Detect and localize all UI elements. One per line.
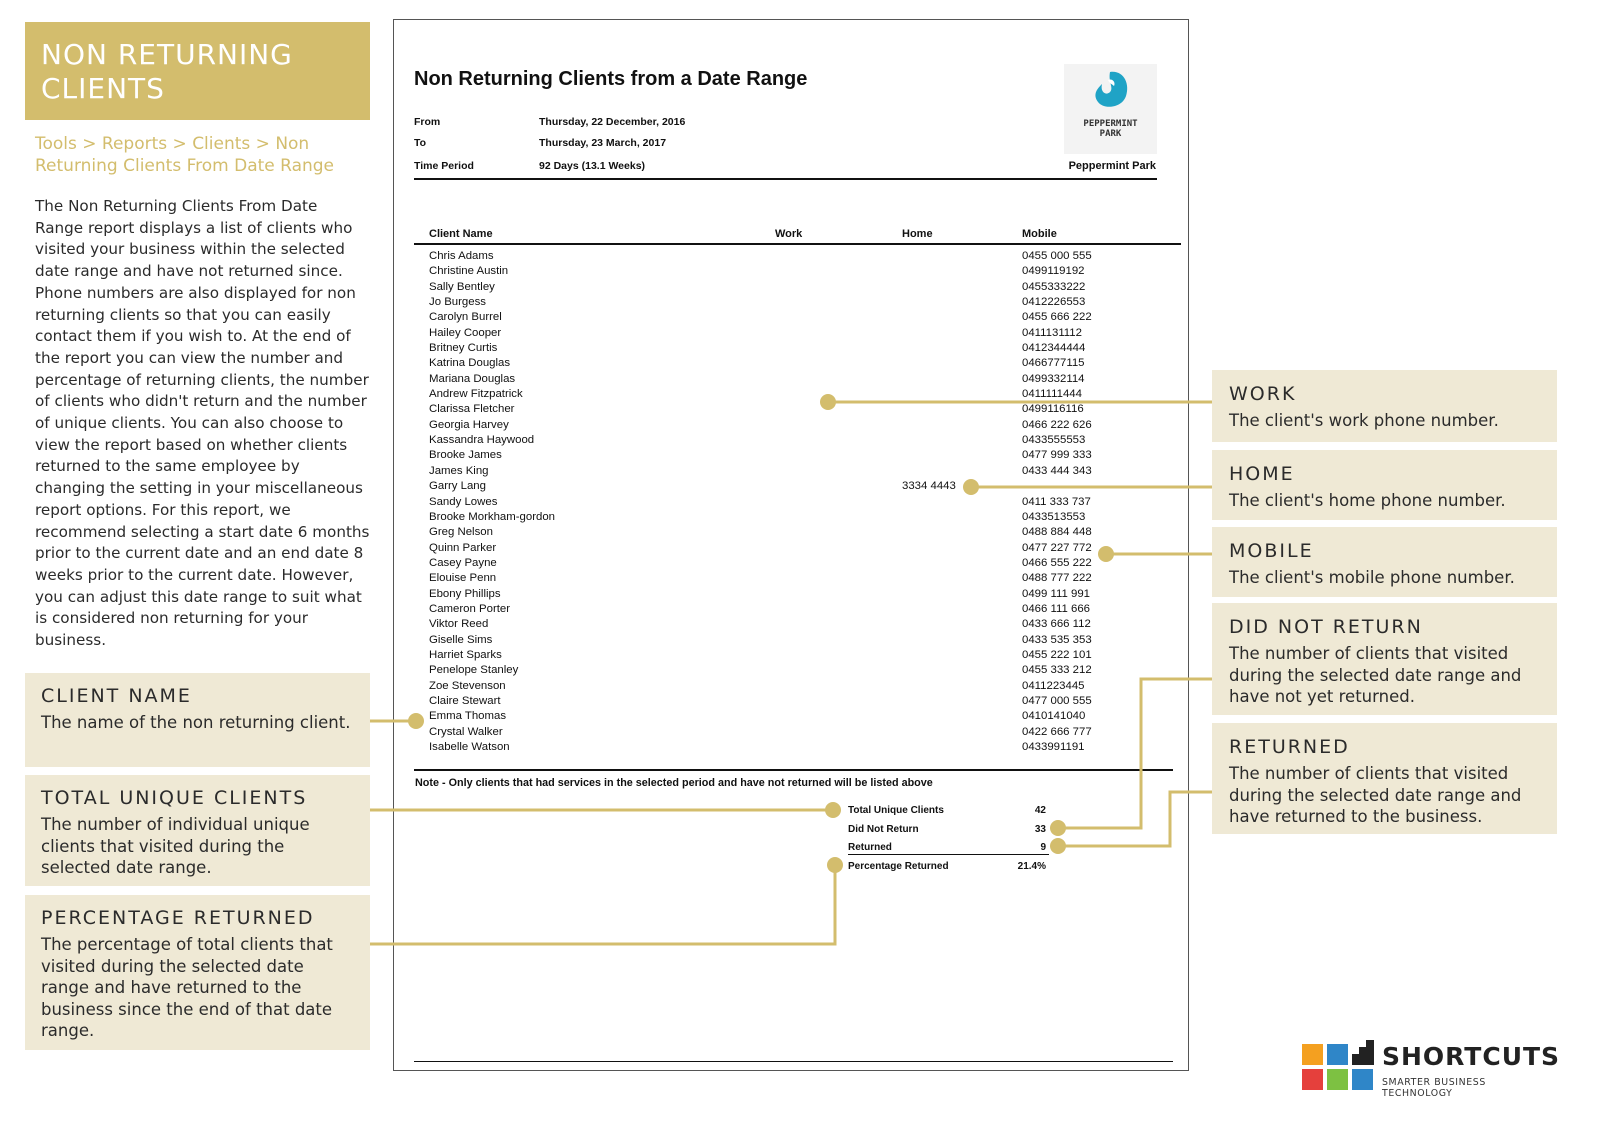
- callout-description: The number of clients that visited during the selected date range and have not yet returned.: [1229, 644, 1522, 706]
- client-home-cell: 3334 4443: [902, 480, 956, 493]
- client-name-cell: Georgia Harvey: [429, 418, 509, 431]
- callout-description: The client's mobile phone number.: [1229, 568, 1515, 587]
- brand-square-blue: [1327, 1044, 1348, 1065]
- client-name-cell: Brooke James: [429, 449, 502, 462]
- client-name-cell: Isabelle Watson: [429, 741, 510, 753]
- business-logo: [1064, 64, 1157, 154]
- client-mobile-cell: 0455 222 101: [1022, 648, 1092, 661]
- logo-text: PEPPERMINT PARK: [1083, 119, 1138, 139]
- client-mobile-cell: 0499332114: [1022, 372, 1085, 385]
- page-title-text: NON RETURNING CLIENTS: [41, 38, 293, 105]
- client-name-cell: Christine Austin: [429, 265, 509, 278]
- brand-stair-icon: [1352, 1040, 1374, 1065]
- meta-period-value: 92 Days (13.1 Weeks): [539, 160, 646, 172]
- callout-description: The number of individual unique clients that visited during the selected date range.: [41, 815, 310, 877]
- summary-value-did-not-return: 33: [1034, 824, 1046, 835]
- client-name-cell: Casey Payne: [429, 556, 497, 569]
- summary-label-returned: Returned: [848, 842, 892, 853]
- page-bottom-rule: [414, 1061, 1173, 1062]
- header-divider: [414, 178, 1157, 180]
- callout-heading: MOBILE: [1229, 540, 1314, 562]
- client-mobile-cell: 0455 000 555: [1022, 250, 1092, 262]
- callout-description: The name of the non returning client.: [41, 713, 351, 732]
- client-mobile-cell: 0455 333 212: [1022, 664, 1092, 677]
- client-mobile-cell: 0455333222: [1022, 280, 1086, 293]
- callout-heading: HOME: [1229, 463, 1295, 485]
- meta-to-value: Thursday, 23 March, 2017: [539, 137, 667, 149]
- client-mobile-cell: 0433 444 343: [1022, 464, 1092, 477]
- client-mobile-cell: 0422 666 777: [1022, 725, 1092, 738]
- client-name-cell: Viktor Reed: [429, 618, 489, 631]
- client-name-cell: Carolyn Burrel: [429, 311, 502, 324]
- client-mobile-cell: 0411111444: [1022, 388, 1082, 401]
- client-name-cell: Giselle Sims: [429, 633, 493, 646]
- client-mobile-cell: 0477 000 555: [1022, 694, 1092, 707]
- brand-tagline: SMARTER BUSINESS TECHNOLOGY: [1382, 1077, 1486, 1099]
- client-name-cell: Andrew Fitzpatrick: [429, 388, 523, 401]
- client-name-cell: Penelope Stanley: [429, 664, 519, 677]
- client-name-cell: Sally Bentley: [429, 280, 495, 293]
- callout-heading: RETURNED: [1229, 736, 1350, 758]
- summary-divider: [848, 854, 1049, 855]
- client-mobile-cell: 0411 333 737: [1022, 495, 1091, 508]
- client-mobile-cell: 0477 227 772: [1022, 541, 1092, 554]
- callout-heading: TOTAL UNIQUE CLIENTS: [41, 787, 308, 809]
- peppermint-logo-icon: [1064, 64, 1157, 119]
- summary-label-percentage-returned: Percentage Returned: [848, 861, 949, 872]
- callout-client-name: [25, 673, 370, 767]
- column-header-mobile: Mobile: [1022, 228, 1057, 240]
- callout-description: The percentage of total clients that visited during the selected date range and have returned to the business since the end of that date range.: [41, 935, 333, 1040]
- report-title: Non Returning Clients from a Date Range: [414, 68, 808, 90]
- client-mobile-cell: 0433 666 112: [1022, 618, 1091, 631]
- client-mobile-cell: 0477 999 333: [1022, 449, 1092, 462]
- summary-value-percentage-returned: 21.4%: [1017, 861, 1046, 872]
- client-mobile-cell: 0433555553: [1022, 434, 1086, 447]
- client-mobile-cell: 0466777115: [1022, 357, 1085, 370]
- client-name-cell: Ebony Phillips: [429, 587, 501, 600]
- client-mobile-cell: 0466 555 222: [1022, 556, 1092, 569]
- client-name-cell: Claire Stewart: [429, 694, 501, 707]
- client-name-cell: Kassandra Haywood: [429, 434, 535, 447]
- client-name-cell: Britney Curtis: [429, 342, 498, 355]
- meta-from-value: Thursday, 22 December, 2016: [539, 116, 686, 128]
- client-mobile-cell: 0466 222 626: [1022, 418, 1092, 431]
- brand-square-green-2: [1327, 1069, 1348, 1090]
- footer-divider: [414, 769, 1173, 771]
- brand-square-blue-2: [1352, 1069, 1373, 1090]
- client-mobile-cell: 0433991191: [1022, 741, 1085, 753]
- business-name: Peppermint Park: [1068, 160, 1156, 172]
- summary-value-total-unique: 42: [1034, 805, 1046, 816]
- client-mobile-cell: 0499 111 991: [1022, 587, 1090, 600]
- client-name-cell: Cameron Porter: [429, 602, 511, 615]
- client-mobile-cell: 0411131112: [1022, 326, 1082, 339]
- client-mobile-cell: 0499116116: [1022, 403, 1084, 416]
- callout-heading: CLIENT NAME: [41, 685, 192, 707]
- callout-description: The number of clients that visited during the selected date range and have returned to the business.: [1229, 764, 1522, 826]
- callout-mobile: [1212, 527, 1557, 597]
- client-mobile-cell: 0412226553: [1022, 296, 1086, 309]
- brand-square-orange: [1302, 1044, 1323, 1065]
- client-name-cell: Clarissa Fletcher: [429, 403, 515, 416]
- callout-work: [1212, 370, 1557, 442]
- brand-square-red: [1302, 1069, 1323, 1090]
- client-name-cell: Emma Thomas: [429, 710, 507, 723]
- client-mobile-cell: 0488 777 222: [1022, 572, 1092, 585]
- callout-home: [1212, 450, 1557, 520]
- summary-value-returned: 9: [1040, 842, 1046, 853]
- client-name-cell: Harriet Sparks: [429, 648, 502, 661]
- client-name-cell: James King: [429, 464, 489, 477]
- callout-percentage-returned: [25, 895, 370, 1050]
- client-mobile-cell: 0455 666 222: [1022, 311, 1092, 324]
- shortcuts-brand: [1302, 1040, 1561, 1099]
- page-title: [25, 22, 370, 120]
- client-name-cell: Brooke Morkham-gordon: [429, 510, 555, 523]
- intro-paragraph: The Non Returning Clients From Date Range report displays a list of clients who visited your business within the selected date range and have not returned since. Phone numbers are also displayed for non returning clients so that you can easily contact them if you wish to. At the end of the report you can view the number and percentage of returning clients, the number of clients who didn't return and the number of unique clients. You can also choose to view the report based on whether clients returned to the same employee by changing the setting in your miscellaneous report options. For this report, we recommend selecting a start date 6 months prior to the current date and an end date 8 weeks prior to the current date. However, you can adjust this date range to suit what is considered non returning for your business.: [35, 197, 370, 650]
- client-name-cell: Garry Lang: [429, 480, 486, 493]
- client-name-cell: Mariana Douglas: [429, 372, 516, 385]
- meta-from-label: From: [414, 116, 441, 128]
- callout-heading: DID NOT RETURN: [1229, 616, 1423, 638]
- client-name-cell: Hailey Cooper: [429, 326, 502, 339]
- callout-description: The client's home phone number.: [1229, 491, 1506, 510]
- column-header-client-name: Client Name: [429, 228, 493, 240]
- client-name-cell: Quinn Parker: [429, 541, 497, 554]
- callout-total-unique-clients: [25, 775, 370, 886]
- column-header-home: Home: [902, 228, 933, 240]
- client-name-cell: Greg Nelson: [429, 526, 493, 539]
- callout-heading: PERCENTAGE RETURNED: [41, 907, 315, 929]
- client-name-cell: Jo Burgess: [429, 296, 486, 309]
- client-name-cell: Katrina Douglas: [429, 357, 511, 370]
- client-mobile-cell: 0488 884 448: [1022, 526, 1092, 539]
- callout-returned: [1212, 723, 1557, 834]
- column-header-work: Work: [775, 228, 803, 240]
- summary-label-did-not-return: Did Not Return: [848, 824, 919, 835]
- callout-heading: WORK: [1229, 383, 1297, 405]
- client-name-cell: Elouise Penn: [429, 572, 497, 585]
- meta-period-label: Time Period: [414, 160, 474, 172]
- brand-name: SHORTCUTS: [1382, 1042, 1561, 1071]
- client-mobile-cell: 0411223445: [1022, 679, 1085, 692]
- client-name-cell: Chris Adams: [429, 250, 494, 262]
- client-mobile-cell: 0410141040: [1022, 710, 1086, 723]
- report-note: Note - Only clients that had services in the selected period and have not returned will be listed above: [415, 777, 933, 789]
- client-name-cell: Sandy Lowes: [429, 495, 498, 508]
- client-mobile-cell: 0499119192: [1022, 265, 1085, 278]
- report-page: [393, 19, 1189, 1071]
- breadcrumb: Tools > Reports > Clients > Non Returning Clients From Date Range: [35, 134, 335, 176]
- client-mobile-cell: 0412344444: [1022, 342, 1086, 355]
- client-name-cell: Crystal Walker: [429, 725, 503, 738]
- client-mobile-cell: 0433 535 353: [1022, 633, 1092, 646]
- summary-label-total-unique: Total Unique Clients: [848, 805, 944, 816]
- client-name-cell: Zoe Stevenson: [429, 679, 506, 692]
- client-mobile-cell: 0433513553: [1022, 510, 1086, 523]
- client-mobile-cell: 0466 111 666: [1022, 602, 1090, 615]
- column-header-divider: [414, 243, 1181, 245]
- callout-description: The client's work phone number.: [1229, 411, 1499, 430]
- meta-to-label: To: [414, 137, 427, 149]
- callout-did-not-return: [1212, 603, 1557, 715]
